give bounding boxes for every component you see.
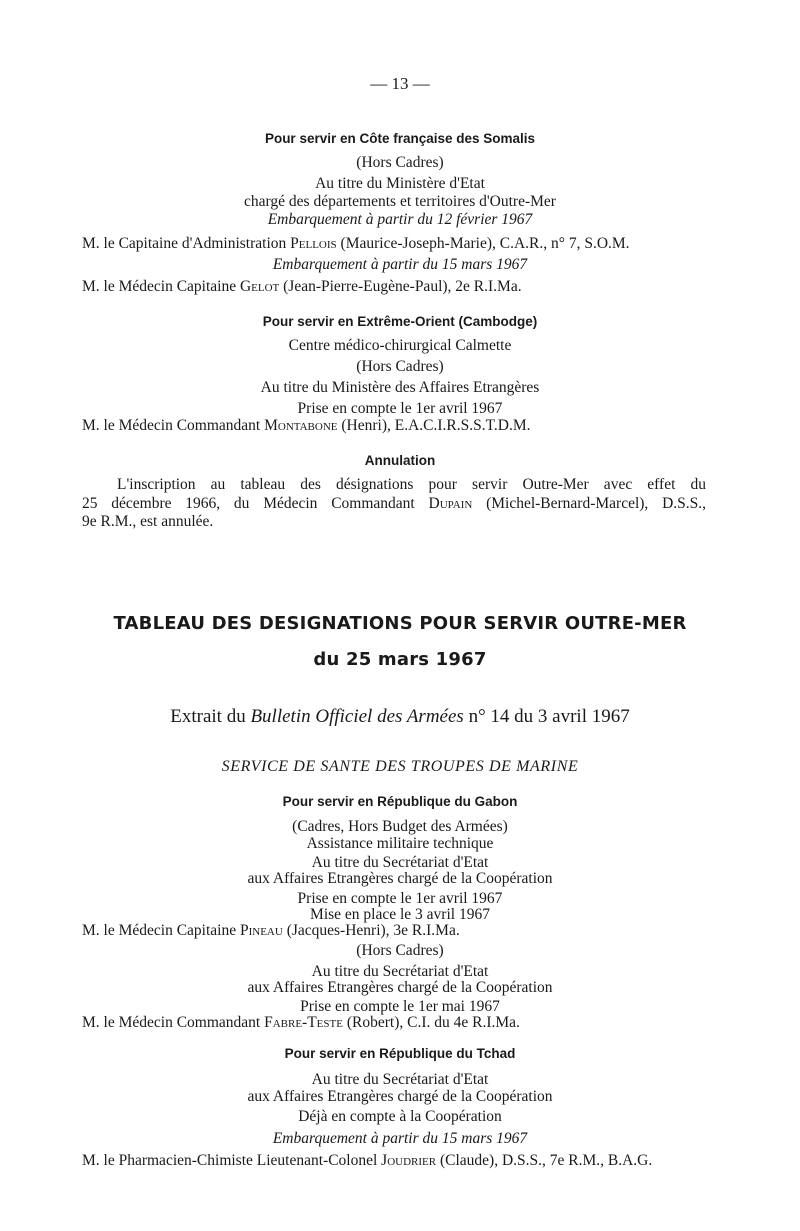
entry-suffix: (Maurice-Joseph-Marie), C.A.R., n° 7, S.O.M. [336, 235, 630, 252]
text-line: (Cadres, Hors Budget des Armées) [292, 818, 508, 835]
document-date: du 25 mars 1967 [313, 649, 487, 670]
entry-prefix: M. le Médecin Capitaine [82, 278, 240, 295]
text-line: Au titre du Secrétariat d'Etat [311, 963, 489, 980]
text-line: Prise en compte le 1er avril 1967 [297, 890, 503, 907]
designation-entry [82, 278, 522, 296]
section-heading-annulation: Annulation [364, 453, 436, 468]
document-title: TABLEAU DES DESIGNATIONS POUR SERVIR OUTRE-MER [113, 613, 687, 634]
text-line: Déjà en compte à la Coopération [298, 1108, 502, 1125]
entry-prefix: M. le Capitaine d'Administration [82, 235, 291, 252]
paragraph-line: L'inscription au tableau des désignations pour servir Outre-Mer avec effet du [117, 476, 706, 493]
text-line: (Hors Cadres) [356, 154, 444, 171]
text-line: Au titre du Secrétariat d'Etat [311, 1071, 489, 1088]
designation-entry [82, 235, 630, 253]
text-line: Assistance militaire technique [306, 835, 494, 852]
entry-suffix: (Jean-Pierre-Eugène-Paul), 2e R.I.Ma. [279, 278, 522, 295]
text-line: chargé des départements et territoires d'Outre-Mer [244, 193, 556, 210]
embarkation-line: Embarquement à partir du 15 mars 1967 [272, 1130, 528, 1147]
text-line: Mise en place le 3 avril 1967 [310, 906, 490, 923]
entry-suffix: (Jacques-Henri), 3e R.I.Ma. [282, 922, 460, 939]
paragraph-line [82, 495, 706, 513]
text-line: Au titre du Ministère d'Etat [315, 175, 485, 192]
text-line: Au titre du Secrétariat d'Etat [311, 854, 489, 871]
paragraph-line: 9e R.M., est annulée. [82, 513, 214, 530]
para-suffix: (Michel-Bernard-Marcel), D.S.S., [472, 495, 707, 512]
entry-prefix: M. le Pharmacien-Chimiste Lieutenant-Colonel [82, 1152, 382, 1169]
text-line: Centre médico-chirurgical Calmette [288, 337, 512, 354]
text-line: (Hors Cadres) [356, 942, 444, 959]
text-line: aux Affaires Etrangères chargé de la Coopération [247, 979, 553, 996]
entry-suffix: (Claude), D.S.S., 7e R.M., B.A.G. [436, 1152, 653, 1169]
designation-entry [82, 417, 531, 435]
embarkation-line: Embarquement à partir du 12 février 1967 [267, 211, 533, 228]
section-heading-tchad: Pour servir en République du Tchad [284, 1046, 516, 1061]
entry-prefix: M. le Médecin Commandant [82, 417, 265, 434]
entry-surname: Joudrier [381, 1152, 437, 1169]
section-heading-cambodge: Pour servir en Extrême-Orient (Cambodge) [262, 314, 538, 329]
extrait-suffix: n° 14 du 3 avril 1967 [463, 706, 630, 727]
extrait-prefix: Extrait du [170, 706, 251, 727]
designation-entry [82, 922, 460, 940]
text-line: Prise en compte le 1er avril 1967 [297, 400, 503, 417]
text-line: aux Affaires Etrangères chargé de la Coopération [247, 1088, 553, 1105]
entry-suffix: (Henri), E.A.C.I.R.S.S.T.D.M. [337, 417, 531, 434]
section-heading-gabon: Pour servir en République du Gabon [282, 794, 518, 809]
entry-surname: Pineau [239, 922, 283, 939]
entry-prefix: M. le Médecin Commandant [82, 1014, 265, 1031]
text-line: (Hors Cadres) [356, 358, 444, 375]
section-heading-somalis: Pour servir en Côte française des Somalis [264, 131, 536, 146]
entry-surname: Montabone [264, 417, 338, 434]
text-line: Prise en compte le 1er mai 1967 [300, 998, 500, 1015]
designation-entry [82, 1014, 520, 1032]
embarkation-line: Embarquement à partir du 15 mars 1967 [272, 256, 528, 273]
bulletin-title: Bulletin Officiel des Armées [250, 706, 464, 727]
entry-surname: Fabre-Teste [264, 1014, 343, 1031]
para-prefix: 25 décembre 1966, du Médecin Commandant [82, 495, 429, 512]
para-surname: Dupain [428, 495, 473, 512]
designation-entry [82, 1152, 652, 1170]
page-number: — 13 — [370, 74, 430, 93]
entry-suffix: (Robert), C.I. du 4e R.I.Ma. [342, 1014, 520, 1031]
service-name: SERVICE DE SANTE DES TROUPES DE MARINE [221, 758, 579, 775]
extrait-line [0, 708, 800, 726]
text-line: aux Affaires Etrangères chargé de la Coopération [247, 870, 553, 887]
entry-surname: Gelot [239, 278, 280, 295]
entry-surname: Pellois [290, 235, 337, 252]
text-line: Au titre du Ministère des Affaires Etrangères [260, 379, 540, 396]
entry-prefix: M. le Médecin Capitaine [82, 922, 240, 939]
